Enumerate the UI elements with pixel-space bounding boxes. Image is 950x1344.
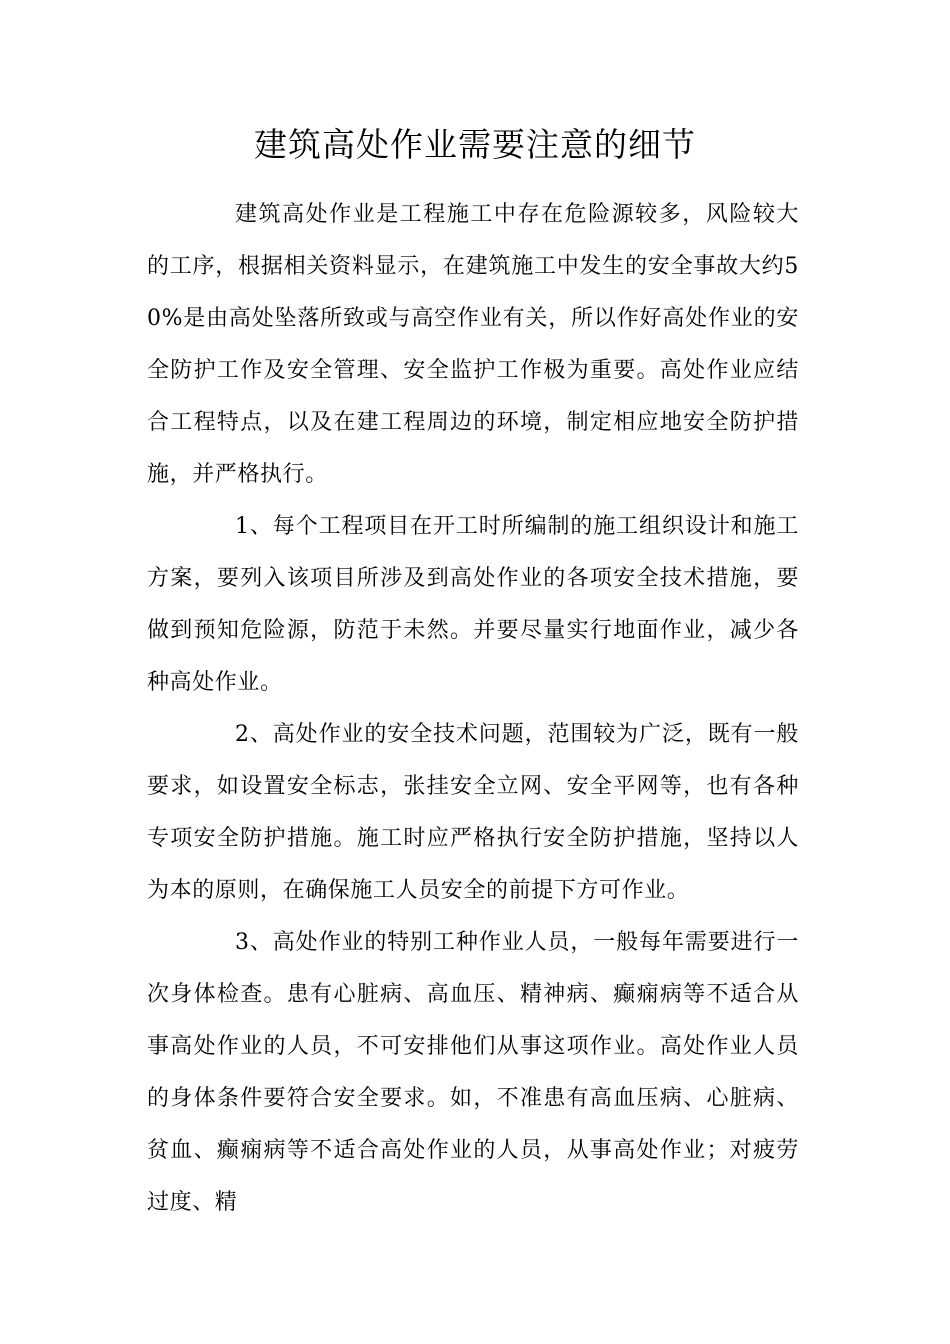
- paragraph-item-3: 3、高处作业的特别工种作业人员，一般每年需要进行一次身体检查。患有心脏病、高血压、精神病、癫痫病等不适合从事高处作业的人员，不可安排他们从事这项作业。高处作业人员的身体条件要符合安全要求。如，不准患有高血压病、心脏病、贫血、癫痫病等不适合高处作业的人员，从事高处作业；对疲劳过度、精: [147, 930, 799, 1215]
- paragraph-item-1: 1、每个工程项目在开工时所编制的施工组织设计和施工方案，要列入该项目所涉及到高处作业的各项安全技术措施，要做到预知危险源，防范于未然。并要尽量实行地面作业，减少各种高处作业。: [147, 514, 799, 695]
- document-body: [147, 189, 799, 1229]
- page-title: 建筑高处作业需要注意的细节: [254, 125, 696, 164]
- paragraph-intro: 建筑高处作业是工程施工中存在危险源较多，风险较大的工序，根据相关资料显示，在建筑施工中发生的安全事故大约50%是由高处坠落所致或与高空作业有关，所以作好高处作业的安全防护工作及安全管理、安全监护工作极为重要。高处作业应结合工程特点，以及在建工程周边的环境，制定相应地安全防护措施，并严格执行。: [147, 202, 799, 487]
- paragraph-item-2: 2、高处作业的安全技术问题，范围较为广泛，既有一般要求，如设置安全标志，张挂安全立网、安全平网等，也有各种专项安全防护措施。施工时应严格执行安全防护措施，坚持以人为本的原则，在确保施工人员安全的前提下方可作业。: [147, 722, 799, 903]
